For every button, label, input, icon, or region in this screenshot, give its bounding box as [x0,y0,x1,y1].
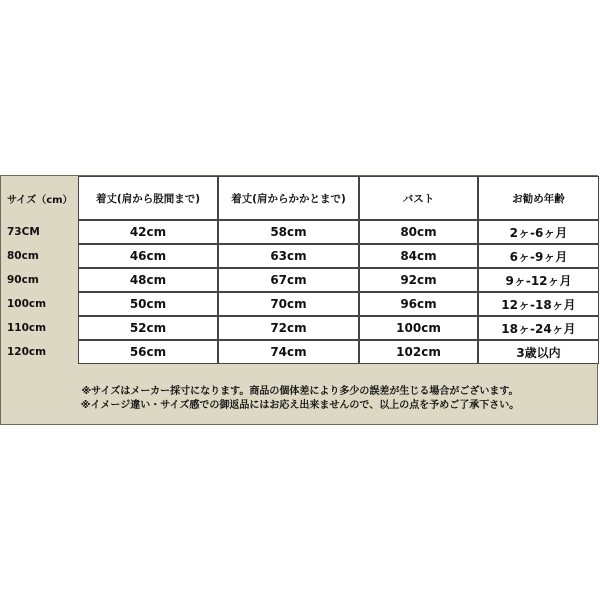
notes-block [1,385,599,413]
age-cell: 2ヶ-6ヶ月 [478,220,599,244]
length-heel-cell: 74cm [218,340,359,364]
size-label: 100cm [7,298,47,310]
length-crotch-cell: 48cm [78,268,218,292]
bust-cell: 100cm [359,316,478,340]
bust-header: バスト [359,176,478,220]
size-label: 120cm [7,346,47,358]
table-row [1,220,599,244]
length-crotch-cell: 56cm [78,340,218,364]
size-chart-panel [0,175,598,425]
table-row [1,244,599,268]
length-heel-cell: 72cm [218,316,359,340]
age-cell: 12ヶ-18ヶ月 [478,292,599,316]
length-crotch-cell: 52cm [78,316,218,340]
age-cell: 18ヶ-24ヶ月 [478,316,599,340]
length-crotch-cell: 42cm [78,220,218,244]
length-heel-cell: 63cm [218,244,359,268]
recommended-age-header: お勧め年齢 [478,176,599,220]
bust-cell: 102cm [359,340,478,364]
bust-cell: 92cm [359,268,478,292]
age-cell: 9ヶ-12ヶ月 [478,268,599,292]
age-cell: 3歳以内 [478,340,599,364]
bust-cell: 96cm [359,292,478,316]
table-header-row [1,176,599,220]
length-heel-cell: 67cm [218,268,359,292]
note-line: ※イメージ違い・サイズ感での御返品にはお応え出来ませんので、以上の点を予めご了承下さい。 [80,400,520,411]
table-row [1,340,599,364]
size-table [1,176,599,364]
length-heel-cell: 70cm [218,292,359,316]
table-row [1,292,599,316]
size-label: 90cm [7,274,39,286]
age-cell: 6ヶ-9ヶ月 [478,244,599,268]
length-heel-header: 着丈(肩からかかとまで) [218,176,359,220]
size-label: 110cm [7,322,47,334]
length-crotch-cell: 46cm [78,244,218,268]
length-heel-cell: 58cm [218,220,359,244]
table-row [1,316,599,340]
bust-cell: 84cm [359,244,478,268]
size-column-header: サイズ（cm） [7,194,73,206]
length-crotch-cell: 50cm [78,292,218,316]
length-crotch-header: 着丈(肩から股間まで) [78,176,218,220]
note-line: ※サイズはメーカー採寸になります。商品の個体差により多少の誤差が生じる場合がございます。 [81,386,519,397]
bust-cell: 80cm [359,220,478,244]
size-label: 73CM [7,226,40,238]
table-row [1,268,599,292]
size-label: 80cm [7,250,39,262]
